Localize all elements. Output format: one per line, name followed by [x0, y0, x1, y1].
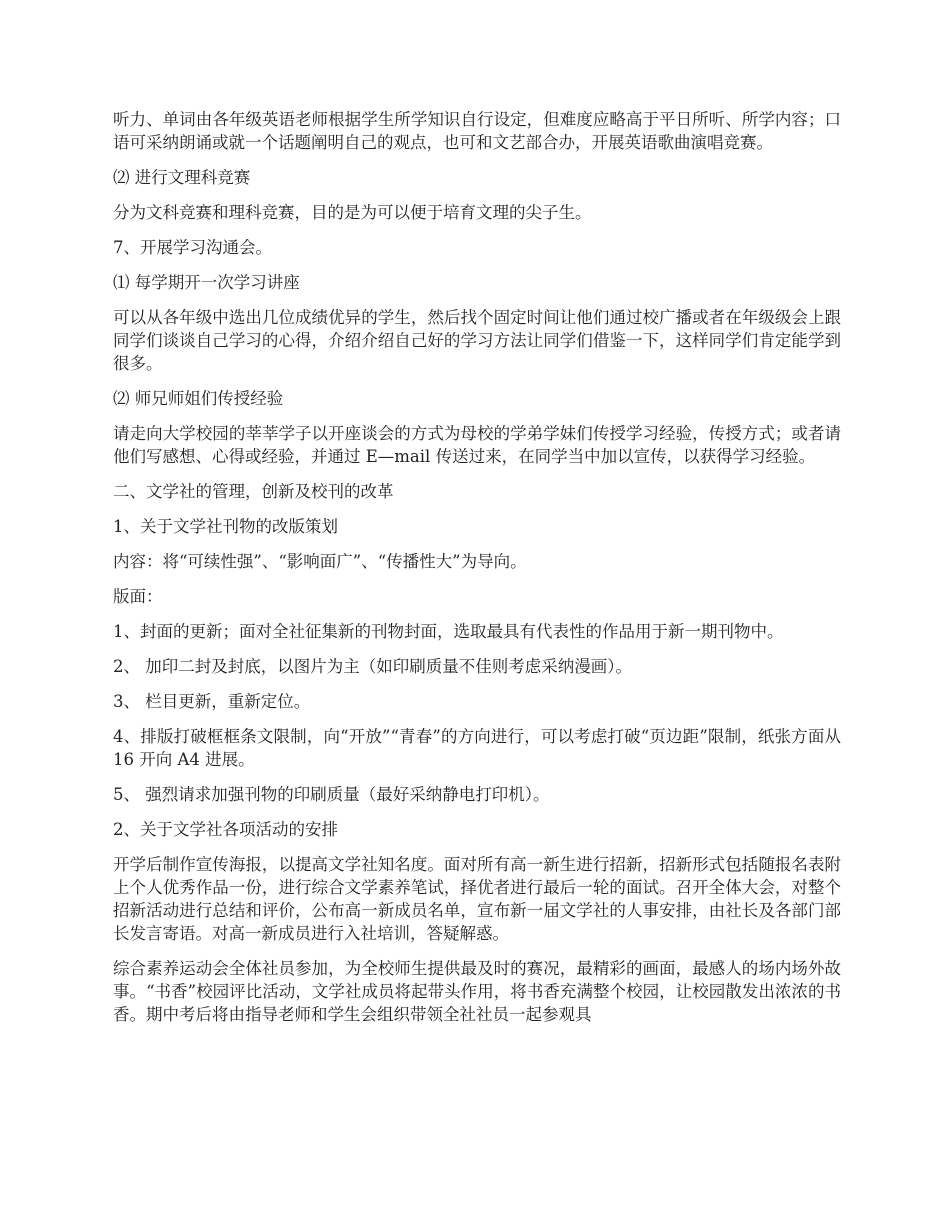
paragraph-senior-experience-details: 请走向大学校园的莘莘学子以开座谈会的方式为母校的学弟学妹们传授学习经验，传授方式；或者请他们写感想、心得或经验，并通过 E—mail 传送过来，在同学当中加以宣传，以获得学习经验。 [113, 424, 841, 466]
paragraph-heading-lecture: ⑴ 每学期开一次学习讲座 [113, 273, 300, 292]
paragraph-layout-label: 版面： [113, 587, 163, 606]
paragraph-sports-meet: 综合素养运动会全体社员参加，为全校师生提供最及时的赛况，最精彩的画面，最感人的场内场外故事。“书香”校园评比活动，文学社成员将起带头作用，将书香充满整个校园，让校园散发出浓浓的书香。期中考后将由指导老师和学生会组织带领全社社员一起参观具 [113, 959, 841, 1024]
paragraph-section-two-title: 二、文学社的管理，创新及校刊的改革 [113, 482, 394, 501]
paragraph-english-contest-details: 听力、单词由各年级英语老师根据学生所学知识自行设定，但难度应略高于平日所听、所学内容；口语可采纳朗诵或就一个话题阐明自己的观点，也可和文艺部合办，开展英语歌曲演唱竞赛。 [113, 110, 841, 152]
paragraph-print-quality: 5、 强烈请求加强刊物的印刷质量（最好采纳静电打印机）。 [113, 785, 550, 804]
paragraph-heading-arts-science-contest: ⑵ 进行文理科竞赛 [113, 168, 251, 187]
paragraph-arts-science-contest-purpose: 分为文科竞赛和理科竞赛，目的是为可以便于培育文理的尖子生。 [113, 203, 592, 222]
paragraph-heading-study-exchange: 7、开展学习沟通会。 [113, 238, 272, 257]
paragraph-column-update: 3、 栏目更新，重新定位。 [113, 692, 311, 711]
document-body [113, 108, 841, 1026]
paragraph-heading-magazine-redesign: 1、关于文学社刊物的改版策划 [113, 517, 338, 536]
paragraph-typesetting: 4、排版打破框框条文限制，向“开放”“青春”的方向进行，可以考虑打破“页边距”限制，纸张方面从 16 开向 A4 进展。 [113, 727, 841, 769]
paragraph-heading-activities: 2、关于文学社各项活动的安排 [113, 820, 338, 839]
paragraph-back-cover: 2、 加印二封及封底，以图片为主（如印刷质量不佳则考虑采纳漫画）。 [113, 657, 632, 676]
paragraph-cover-update: 1、封面的更新；面对全社征集新的刊物封面，选取最具有代表性的作品用于新一期刊物中。 [113, 622, 784, 641]
paragraph-lecture-details: 可以从各年级中选出几位成绩优异的学生，然后找个固定时间让他们通过校广播或者在年级级会上跟同学们谈谈自己学习的心得，介绍介绍自己好的学习方法让同学们借鉴一下，这样同学们肯定能学到很多。 [113, 308, 841, 373]
paragraph-heading-senior-experience: ⑵ 师兄师姐们传授经验 [113, 389, 284, 408]
paragraph-recruitment: 开学后制作宣传海报，以提高文学社知名度。面对所有高一新生进行招新，招新形式包括随报名表附上个人优秀作品一份，进行综合文学素养笔试，择优者进行最后一轮的面试。召开全体大会，对整个招新活动进行总结和评价，公布高一新成员名单，宣布新一届文学社的人事安排，由社长及各部门部长发言寄语。对高一新成员进行入社培训，答疑解惑。 [113, 855, 841, 943]
paragraph-magazine-content: 内容：将“可续性强”、“影响面广”、“传播性大”为导向。 [113, 552, 527, 571]
